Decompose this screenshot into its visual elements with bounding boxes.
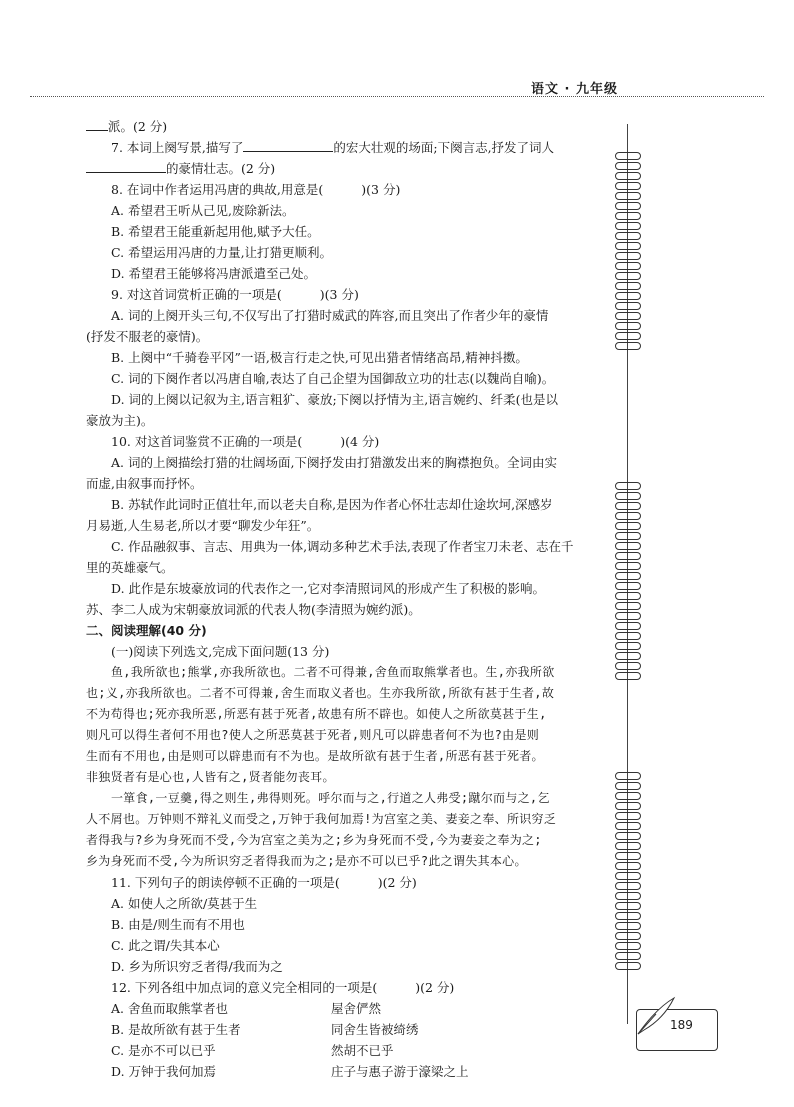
text-line bbox=[86, 998, 610, 1019]
page-number: 189 bbox=[670, 1018, 693, 1032]
line-text: C. 词的下阕作者以冯唐自喻,表达了自己企望为国御敌立功的壮志(以魏尚自喻)。 bbox=[111, 371, 555, 386]
text-line bbox=[86, 137, 610, 158]
line-text: 月易逝,人生易老,所以才要“聊发少年狂”。 bbox=[86, 518, 320, 533]
line-text: 的宏大壮观的场面;下阕言志,抒发了词人 bbox=[333, 140, 555, 155]
line-text: 里的英雄豪气。 bbox=[86, 560, 174, 575]
line-text: D. 万钟于我何加焉 bbox=[111, 1064, 217, 1079]
line-text: (抒发不服老的豪情)。 bbox=[86, 329, 209, 344]
text-line bbox=[86, 704, 610, 725]
score-text: )(4 分) bbox=[340, 434, 380, 449]
line-text: 7. 本词上阕写景,描写了 bbox=[111, 140, 244, 155]
line-text: 非独贤者有是心也,人皆有之,贤者能勿丧耳。 bbox=[86, 770, 335, 784]
text-line bbox=[86, 1061, 610, 1082]
text-line bbox=[86, 578, 610, 599]
line-text: 则凡可以得生者何不用也?使人之所恶莫甚于死者,则凡可以辟患者何不为也?由是则 bbox=[86, 728, 540, 742]
page-content bbox=[86, 116, 610, 1082]
line-text: A. 如使人之所欲/莫甚于生 bbox=[111, 896, 258, 911]
line-text: 10. 对这首词鉴赏不正确的一项是( bbox=[111, 434, 303, 449]
line-text: D. 词的上阕以记叙为主,语言粗犷、豪放;下阕以抒情为主,语言婉约、纤柔(也是以 bbox=[111, 392, 559, 407]
line-text: B. 希望君王能重新起用他,赋予大任。 bbox=[111, 224, 320, 239]
score-text: )(3 分) bbox=[319, 287, 359, 302]
text-line bbox=[86, 725, 610, 746]
line-text: 苏、李二人成为宋朝豪放词派的代表人物(李清照为婉约派)。 bbox=[86, 602, 421, 617]
binding-coil bbox=[615, 150, 641, 352]
text-line bbox=[86, 599, 610, 620]
line-text: 不为苟得也;死亦我所恶,所恶有甚于死者,故患有所不辟也。如使人之所欲莫甚于生, bbox=[86, 707, 547, 721]
text-line bbox=[86, 368, 610, 389]
line-text: D. 乡为所识穷乏者得/我而为之 bbox=[111, 959, 283, 974]
text-line bbox=[86, 893, 610, 914]
header-subject: 语文 · 九年级 bbox=[531, 82, 618, 97]
line-text: B. 苏轼作此词时正值壮年,而以老夫自称,是因为作者心怀壮志却仕途坎坷,深感岁 bbox=[111, 497, 553, 512]
line-text: 鱼,我所欲也;熊掌,亦我所欲也。二者不可得兼,舍鱼而取熊掌者也。生,亦我所欲 bbox=[111, 665, 555, 679]
text-line bbox=[86, 977, 610, 998]
line-text: D. 此作是东坡豪放词的代表作之一,它对李清照词风的形成产生了积极的影响。 bbox=[111, 581, 545, 596]
line-text: 也;义,亦我所欲也。二者不可得兼,舍生而取义者也。生亦我所欲,所欲有甚于生者,故 bbox=[86, 686, 555, 700]
line-text: 的豪情壮志。(2 分) bbox=[166, 161, 276, 176]
score-text: )(2 分) bbox=[415, 980, 455, 995]
text-line bbox=[86, 851, 610, 872]
text-line bbox=[86, 746, 610, 767]
text-line bbox=[86, 914, 610, 935]
option-pair-text: 同舍生皆被绮绣 bbox=[331, 1022, 419, 1037]
line-text: C. 此之谓/失其本心 bbox=[111, 938, 220, 953]
text-line bbox=[86, 242, 610, 263]
option-pair-text: 庄子与惠子游于濠梁之上 bbox=[331, 1064, 469, 1079]
line-text: C. 是亦不可以已乎 bbox=[111, 1043, 216, 1058]
line-text: 者得我与?乡为身死而不受,今为宫室之美为之;乡为身死而不受,今为妻妾之奉为之; bbox=[86, 833, 542, 847]
line-text: 二、阅读理解(40 分) bbox=[86, 623, 207, 638]
text-line bbox=[86, 1040, 610, 1061]
line-text: 11. 下列句子的朗读停顿不正确的一项是( bbox=[111, 875, 340, 890]
text-line bbox=[86, 305, 610, 326]
answer-blank[interactable] bbox=[86, 117, 108, 131]
line-text: A. 词的上阕开头三句,不仅写出了打猎时威武的阵容,而且突出了作者少年的豪情 bbox=[111, 308, 549, 323]
text-line bbox=[86, 221, 610, 242]
line-text: 一箪食,一豆羹,得之则生,弗得则死。呼尔而与之,行道之人弗受;蹴尔而与之,乞 bbox=[111, 791, 550, 805]
text-line bbox=[86, 641, 610, 662]
text-line bbox=[86, 347, 610, 368]
text-line bbox=[86, 200, 610, 221]
line-text: B. 上阕中“千骑卷平冈”一语,极言行走之快,可见出猎者情绪高昂,精神抖擞。 bbox=[111, 350, 528, 365]
text-line bbox=[86, 263, 610, 284]
text-line bbox=[86, 494, 610, 515]
text-line bbox=[86, 389, 610, 410]
line-text: A. 词的上阕描绘打猎的壮阔场面,下阕抒发由打猎激发出来的胸襟抱负。全词由实 bbox=[111, 455, 557, 470]
line-text: D. 希望君王能够将冯唐派遣至己处。 bbox=[111, 266, 317, 281]
line-text: C. 作品融叙事、言志、用典为一体,调动多种艺术手法,表现了作者宝刀未老、志在千 bbox=[111, 539, 574, 554]
score-text: )(3 分) bbox=[361, 182, 401, 197]
line-text: 12. 下列各组中加点词的意义完全相同的一项是( bbox=[111, 980, 378, 995]
line-text: 生而有不用也,由是则可以辟患而有不为也。是故所欲有甚于生者,所恶有甚于死者。 bbox=[86, 749, 544, 763]
text-line bbox=[86, 473, 610, 494]
line-text: 乡为身死而不受,今为所识穷乏者得我而为之;是亦不可以已乎?此之谓失其本心。 bbox=[86, 854, 527, 868]
text-line bbox=[86, 872, 610, 893]
line-text: 8. 在词中作者运用冯唐的典故,用意是( bbox=[111, 182, 324, 197]
text-line bbox=[86, 935, 610, 956]
line-text: 豪放为主)。 bbox=[86, 413, 154, 428]
line-text: A. 希望君王听从己见,废除新法。 bbox=[111, 203, 295, 218]
text-line bbox=[86, 662, 610, 683]
text-line bbox=[86, 452, 610, 473]
section-heading bbox=[86, 620, 610, 641]
option-pair-text: 屋舍俨然 bbox=[331, 1001, 382, 1016]
text-line bbox=[86, 1019, 610, 1040]
answer-blank[interactable] bbox=[86, 159, 166, 173]
text-line bbox=[86, 179, 610, 200]
text-line bbox=[86, 767, 610, 788]
line-text: 派。(2 分) bbox=[108, 119, 168, 134]
text-line bbox=[86, 683, 610, 704]
header-divider bbox=[30, 96, 764, 97]
text-line bbox=[86, 557, 610, 578]
text-line bbox=[86, 515, 610, 536]
line-text: (一)阅读下列选文,完成下面问题(13 分) bbox=[111, 644, 330, 659]
text-line bbox=[86, 116, 610, 137]
score-text: )(2 分) bbox=[377, 875, 417, 890]
line-text: 人不屑也。万钟则不辩礼义而受之,万钟于我何加焉!为宫室之美、妻妾之奉、所识穷乏 bbox=[86, 812, 557, 826]
line-text: A. 舍鱼而取熊掌者也 bbox=[111, 1001, 228, 1016]
binding-coil bbox=[615, 770, 641, 972]
line-text: 9. 对这首词赏析正确的一项是( bbox=[111, 287, 282, 302]
answer-blank[interactable] bbox=[243, 138, 333, 152]
text-line bbox=[86, 410, 610, 431]
binding-coil bbox=[615, 480, 641, 682]
text-line bbox=[86, 809, 610, 830]
text-line bbox=[86, 830, 610, 851]
option-pair-text: 然胡不已乎 bbox=[331, 1043, 394, 1058]
text-line bbox=[86, 956, 610, 977]
text-line bbox=[86, 158, 610, 179]
line-text: 而虚,由叙事而抒怀。 bbox=[86, 476, 203, 491]
text-line bbox=[86, 788, 610, 809]
line-text: B. 由是/则生而有不用也 bbox=[111, 917, 245, 932]
text-line bbox=[86, 431, 610, 452]
text-line bbox=[86, 536, 610, 557]
line-text: C. 希望运用冯唐的力量,让打猎更顺利。 bbox=[111, 245, 333, 260]
line-text: B. 是故所欲有甚于生者 bbox=[111, 1022, 241, 1037]
text-line bbox=[86, 284, 610, 305]
text-line bbox=[86, 326, 610, 347]
